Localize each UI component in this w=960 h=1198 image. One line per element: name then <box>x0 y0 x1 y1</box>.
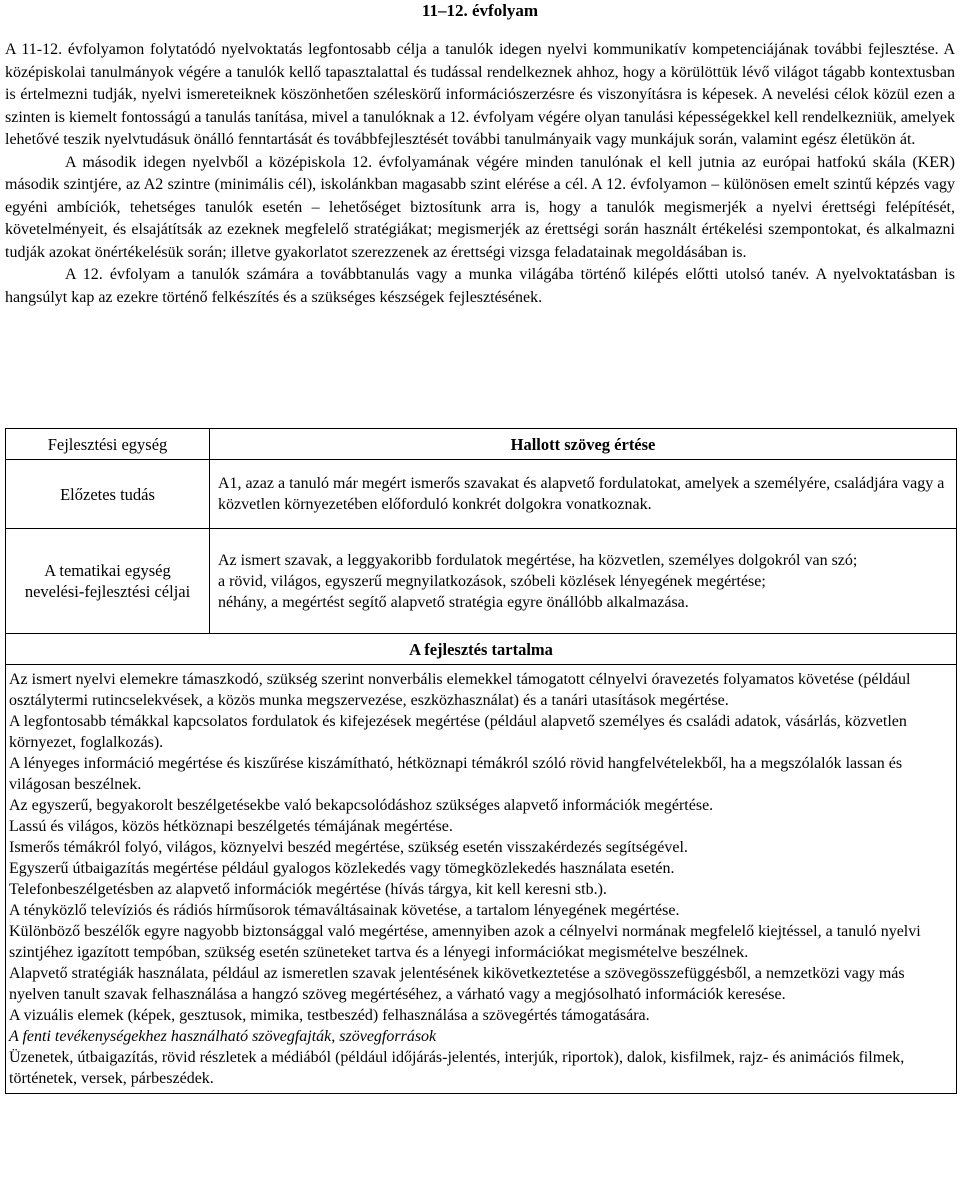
prior-value-cell <box>210 460 957 529</box>
content-item: Az ismert nyelvi elemekre támaszkodó, szükség szerint nonverbális elemekkel támogatott célnyelvi óravezetés folyamatos követése (például osztálytermi rutincselekvések, a közös munka megszervezése, eszközhasználat) és a tanári utasítások megértése. <box>9 671 911 709</box>
content-item: A vizuális elemek (képek, gesztusok, mimika, testbeszéd) felhasználása a szövegértés támogatására. <box>9 1007 650 1024</box>
intro-paragraph-1 <box>5 39 955 152</box>
text-types-heading: A fenti tevékenységekhez használható szövegfajták, szövegforrások <box>9 1028 437 1045</box>
intro-p1-b: A nevelési célok közül ezen a szinten is kiemelt fontosságú a tanulás tanítása, mivel a tanulóknak a 12. évfolyam végére olyan tanulási képességekkel kell rendelkezniük, amelyek lehetővé teszik nyelvtudásuk önálló fenntartását és továbbfejlesztését további tanulmányaik vagy munkájuk során, valamint egész életükön át. <box>5 86 955 148</box>
content-item: Ismerős témákról folyó, világos, köznyelvi beszéd megértése, szükség esetén visszakérdezés segítségével. <box>9 839 688 856</box>
goals-label: A tematikai egység nevelési-fejlesztési céljai <box>24 561 191 601</box>
content-heading-row <box>6 634 957 665</box>
development-unit-table <box>5 428 957 1094</box>
prior-knowledge-label: Előzetes tudás <box>60 484 155 504</box>
content-item: Alapvető stratégiák használata, például az ismeretlen szavak jelentésének kikövetkeztetése a szövegösszefüggésből, a nemzetközi vagy más nyelven tanult szavak felhasználása a hangzó szöveg megértéséhez, a várható vagy a megjósolható információk keresése. <box>9 965 905 1003</box>
content-heading: A fejlesztés tartalma <box>409 639 553 659</box>
content-item: Lassú és világos, közös hétköznapi beszélgetés témájának megértése. <box>9 818 453 835</box>
unit-label-cell <box>6 429 210 460</box>
intro-p1-a: A 11-12. évfolyamon folytatódó nyelvoktatás legfontosabb célja a tanulók idegen nyelvi kommunikatív kompetenciájának további fejlesztése. A középiskolai tanulmányok végére a tanulók kellő tapasztalattal és tudással rendelkeznek ahhoz, hogy a körülöttük lévő világot tágabb kontextusban is értelmezni tudják, nyelvi ismereteiknek köszönhetően széleskörű információszerzésre és viszonyításra is képesek. <box>5 41 955 103</box>
goal-line: a rövid, világos, egyszerű megnyilatkozások, szóbeli közlések lényegének megértése; <box>218 572 766 590</box>
prior-knowledge-row <box>6 460 957 529</box>
intro-paragraph-3: A 12. évfolyam a tanulók számára a továbbtanulás vagy a munka világába történő kilépés előtti utolsó tanév. A nyelvoktatásban is hangsúlyt kap az ezekre történő felkészítés és a szükséges készségek fejlesztésének. <box>5 266 955 306</box>
goals-label-cell <box>6 529 210 634</box>
content-cell <box>6 665 957 1094</box>
content-item: Különböző beszélők egyre nagyobb biztonsággal való megértése, amennyiben azok a célnyelvi normának megfelelő kiejtéssel, a tanuló nyelvi szintjéhez igazított tempóban, szükség esetén szüneteket tartva és a lényegi információkat megismételve beszélnek. <box>9 923 921 961</box>
goal-line: néhány, a megértést segítő alapvető stratégia egyre önállóbb alkalmazása. <box>218 593 689 611</box>
intro-text <box>5 39 955 309</box>
unit-label: Fejlesztési egység <box>47 434 168 454</box>
page-title: 11–12. évfolyam <box>421 1 539 20</box>
goals-row <box>6 529 957 634</box>
goal-line: Az ismert szavak, a leggyakoribb fordulatok megértése, ha közvetlen, személyes dolgokról van szó; <box>218 551 858 569</box>
content-row <box>6 665 957 1094</box>
prior-label-cell <box>6 460 210 529</box>
text-types: Üzenetek, útbaigazítás, rövid részletek a médiából (például időjárás-jelentés, interjúk, riportok), dalok, kisfilmek, rajz- és animációs filmek, történetek, versek, párbeszédek. <box>9 1049 905 1087</box>
content-item: Telefonbeszélgetésben az alapvető információk megértése (hívás tárgya, kit kell keresni stb.). <box>9 881 607 898</box>
unit-value-cell <box>210 429 957 460</box>
content-item: Az egyszerű, begyakorolt beszélgetésekbe való bekapcsolódáshoz szükséges alapvető információk megértése. <box>9 797 714 814</box>
unit-value: Hallott szöveg értése <box>510 434 656 454</box>
goals-value-cell <box>210 529 957 634</box>
content-item: A lényeges információ megértése és kiszűrése kiszámítható, hétköznapi témákról szóló rövid hangfelvételekből, ha a megszólalók lassan és világosan beszélnek. <box>9 755 903 793</box>
prior-knowledge-text: A1, azaz a tanuló már megért ismerős szavakat és alapvető fordulatokat, amelyek a személyére, családjára vagy a közvetlen környezetében előforduló konkrét dolgokra vonatkoznak. <box>218 475 945 513</box>
unit-row <box>6 429 957 460</box>
content-item: Egyszerű útbaigazítás megértése például gyalogos közlekedés vagy tömegközlekedés használata esetén. <box>9 860 675 877</box>
content-item: A legfontosabb témákkal kapcsolatos fordulatok és kifejezések megértése (például alapvető személyes és családi adatok, vásárlás, közvetlen környezet, foglalkozás). <box>9 713 907 751</box>
intro-paragraph-2: A második idegen nyelvből a középiskola 12. évfolyamának végére minden tanulónak el kell jutnia az európai hatfokú skála (KER) második szintjére, az A2 szintre (minimális cél), iskolánkban magasabb szint elérése a cél. A 12. évfolyamon – különösen emelt szintű képzés vagy egyéni ambíciók, tehetséges tanulók esetén – lehetőséget biztosítunk arra is, hogy a tanulók megismerjék a nyelvi érettségi felépítését, követelményeit, és elsajátítsák az ezeknek megfelelő stratégiákat; megismerjék az érettségi során használt értékelési szempontokat, és alkalmazni tudják azokat önértékelésük során; illetve gyakorlatot szerezzenek az érettségi vizsga feladatainak megoldásában is. <box>5 153 955 261</box>
content-item: A tényközlő televíziós és rádiós hírműsorok témaváltásainak követése, a tartalom lényegének megértése. <box>9 902 680 919</box>
content-heading-cell <box>6 634 957 665</box>
